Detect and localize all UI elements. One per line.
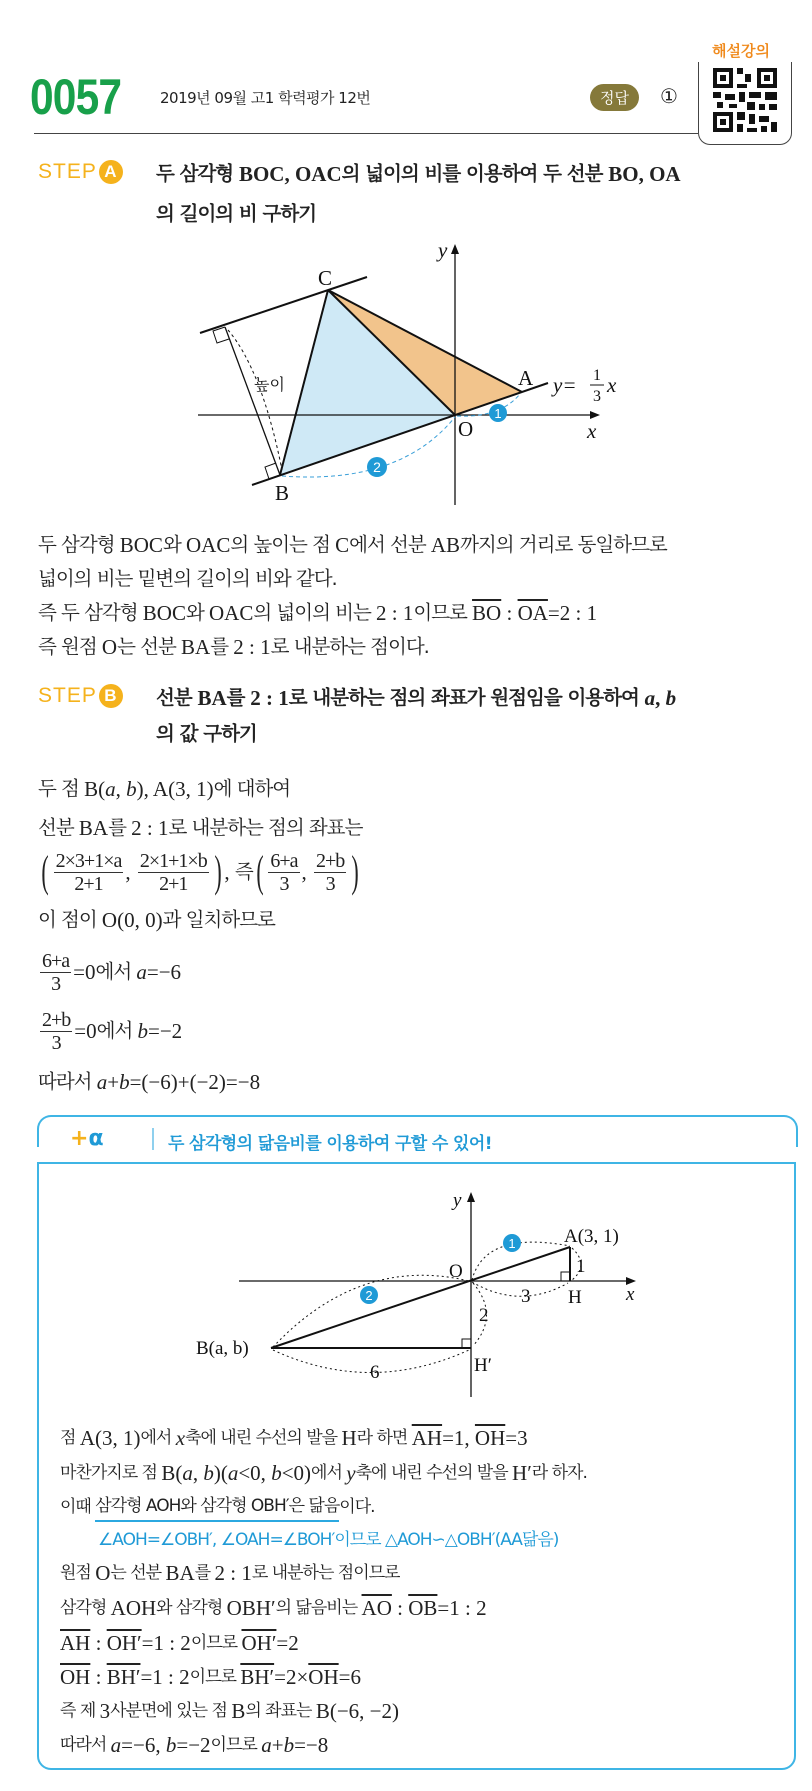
- math-segment: =2×: [274, 1665, 309, 1689]
- text-segment: 의 좌표는: [245, 1701, 316, 1721]
- text-segment: 의 닮음비는: [275, 1597, 362, 1618]
- right-angle-mark: [462, 1339, 471, 1348]
- math-segment: =−8: [294, 1733, 329, 1757]
- length-bh-prime: 6: [370, 1362, 380, 1383]
- step-b-title: [156, 684, 676, 748]
- math-variable: a: [105, 777, 116, 801]
- math-segment: B: [231, 1699, 246, 1723]
- overline-segment: $\overline{OH}$: [474, 1425, 506, 1450]
- math-segment: 2 : 1: [214, 1561, 252, 1585]
- fraction: [40, 1009, 72, 1054]
- underlined-segment: 삼각형 AOH와 삼각형 OBH′은 닮음: [95, 1492, 339, 1522]
- text-segment: 두 삼각형: [38, 533, 120, 556]
- text-line: [38, 768, 362, 810]
- math-segment: BA: [197, 686, 227, 710]
- label-b: B(a, b): [196, 1338, 249, 1359]
- alpha-box-title: 두 삼각형의 닮음비를 이용하여 구할 수 있어!: [168, 1134, 492, 1154]
- math-segment: H′: [512, 1460, 532, 1485]
- overline-segment: $\overline{AH}$: [60, 1630, 91, 1655]
- text-segment: 사분면에 있는 점: [110, 1701, 232, 1721]
- text-segment: 로 내분하는 점의 좌표는: [168, 816, 363, 839]
- text-segment: 와 삼각형: [156, 1597, 227, 1618]
- note-segment: ∠AOH=∠OBH′, ∠OAH=∠BOH′이므로 △AOH∽△OBH′(AA닮음): [98, 1529, 559, 1550]
- text-segment: 이 점이: [38, 908, 102, 931]
- text-segment: 에 대하여: [213, 777, 291, 800]
- math-variable: a: [227, 1460, 239, 1485]
- step-b-title-line: [156, 684, 676, 712]
- label-a: A: [518, 366, 534, 390]
- marker-2-label: 2: [373, 459, 381, 475]
- large-paren: ): [214, 847, 221, 896]
- label-height: 높이: [254, 375, 285, 394]
- text-segment: 이므로: [413, 601, 473, 624]
- math-segment: ,: [224, 860, 235, 884]
- math-segment: ,: [655, 686, 666, 710]
- fraction-numerator: 6+a: [42, 949, 70, 972]
- text-line: [38, 562, 667, 596]
- fraction: [40, 950, 71, 995]
- math-segment: O(0, 0): [101, 908, 163, 932]
- text-line-note: [60, 1523, 587, 1556]
- fraction-denominator: 3: [325, 872, 335, 895]
- math-variable: b: [665, 686, 677, 710]
- qr-label: 해설강의: [712, 42, 770, 60]
- text-segment: 의 길이의 비 구하기: [156, 202, 317, 225]
- overline-segment: $\overline{OH}$: [60, 1665, 91, 1689]
- math-segment: ,: [301, 860, 313, 884]
- math-segment: =6: [338, 1665, 361, 1689]
- text-line: [60, 1590, 587, 1625]
- text-segment: 에서: [96, 1019, 138, 1042]
- marker-1-label: 1: [494, 406, 502, 421]
- label-o: O: [449, 1261, 463, 1282]
- math-segment: =−2: [148, 1019, 183, 1043]
- math-segment: B(: [161, 1460, 183, 1485]
- text-line: [38, 1002, 362, 1060]
- math-segment: =−2: [176, 1733, 211, 1757]
- math-segment: :: [90, 1665, 107, 1689]
- large-paren: ): [351, 847, 359, 896]
- y-axis-arrow-icon: [451, 244, 459, 254]
- text-segment: 로 내분하는 점이다.: [270, 635, 429, 658]
- step-b-title-line: [156, 720, 676, 748]
- overline-segment: $\overline{OA}$: [517, 601, 548, 625]
- fraction-denominator: 2+1: [74, 872, 103, 895]
- right-angle-mark: [561, 1272, 570, 1281]
- text-segment: 의 넓이의 비는: [253, 601, 376, 624]
- text-segment: 두 삼각형: [156, 162, 239, 185]
- math-segment: A(3, 1): [79, 1425, 141, 1450]
- text-line: [38, 1060, 362, 1104]
- overline-segment: $\overline{OB}$: [408, 1595, 438, 1620]
- text-segment: 넓이의 비는 밑변의 길이의 비와 같다.: [38, 567, 337, 590]
- text-line: [60, 1625, 587, 1660]
- overline-segment: $\overline{AH}$: [411, 1425, 443, 1450]
- text-segment: 이므로: [189, 1667, 241, 1687]
- text-segment: 를: [210, 635, 234, 658]
- math-segment: <0,: [238, 1460, 272, 1485]
- text-segment: 에서 선분: [349, 533, 431, 556]
- text-segment: 과 일치하므로: [162, 908, 275, 931]
- math-segment: <0): [281, 1460, 312, 1485]
- step-text: STEP: [38, 160, 97, 183]
- math-segment: ), A(3, 1): [136, 777, 214, 801]
- label-b: B: [275, 481, 290, 505]
- text-segment: 에서: [311, 1462, 347, 1483]
- math-segment: ,: [192, 1460, 204, 1485]
- text-segment: 원점: [60, 1563, 96, 1583]
- text-line: [60, 1490, 587, 1523]
- math-segment: :: [501, 601, 518, 625]
- text-segment: 와: [162, 533, 186, 556]
- math-segment: 3: [99, 1699, 111, 1723]
- math-segment: =3: [505, 1425, 528, 1450]
- fraction-denominator: 3: [279, 872, 289, 895]
- step-b-body: [38, 768, 362, 1104]
- arc-oh: [472, 1282, 568, 1296]
- marker-1-label: 1: [508, 1236, 516, 1251]
- math-segment: :: [391, 1595, 409, 1620]
- text-segment: 라 하자.: [531, 1462, 587, 1483]
- fraction-numerator: 2+b: [42, 1008, 71, 1031]
- math-segment: 2 : 1: [233, 635, 271, 659]
- equation-rhs: x: [607, 373, 617, 397]
- fraction: [138, 850, 209, 895]
- problem-number: 0057: [30, 69, 122, 125]
- math-segment: O: [95, 1561, 111, 1585]
- math-variable: a: [182, 1460, 193, 1485]
- math-segment: =(−6)+(−2)=−8: [129, 1070, 261, 1094]
- text-segment: 에서: [140, 1427, 176, 1448]
- text-line: [60, 1694, 587, 1728]
- math-segment: O: [101, 635, 118, 659]
- fraction-denominator: 2+1: [159, 872, 188, 895]
- label-y: y: [453, 1190, 462, 1211]
- math-variable: b: [126, 777, 137, 801]
- math-segment: OBH′: [226, 1595, 276, 1620]
- label-x: x: [587, 419, 597, 443]
- plus-alpha-icon: [70, 1126, 104, 1151]
- math-segment: OAC: [185, 533, 231, 557]
- math-segment: 2 : 1: [250, 686, 289, 710]
- math-segment: )(: [213, 1460, 228, 1485]
- text-segment: 즉 원점: [38, 635, 102, 658]
- math-segment: :: [90, 1630, 107, 1655]
- math-variable: a: [110, 1733, 122, 1757]
- arc-bo: [273, 1275, 469, 1347]
- x-axis-arrow-icon: [590, 411, 600, 419]
- math-segment: =−6: [146, 960, 182, 984]
- text-segment: 는 선분: [117, 635, 182, 658]
- figure-triangles: [0, 0, 812, 540]
- math-variable: b: [271, 1460, 282, 1485]
- text-line: [38, 846, 362, 898]
- math-segment: 2 : 1: [131, 816, 169, 840]
- text-segment: 축에 내린 수선의 발을: [355, 1462, 513, 1483]
- text-segment: 는 선분: [110, 1563, 166, 1583]
- y-axis-arrow-icon: [467, 1192, 475, 1202]
- right-angle-mark: [213, 327, 229, 343]
- math-segment: BA: [78, 816, 109, 840]
- fraction-denominator: 3: [51, 1031, 61, 1054]
- math-segment: 2 : 1: [375, 601, 414, 625]
- text-line: [60, 1660, 587, 1694]
- math-variable: a: [96, 1070, 108, 1094]
- text-segment: 와: [185, 601, 210, 624]
- math-segment: BO, OA: [608, 162, 681, 186]
- math-segment: =1 : 2: [141, 1630, 191, 1655]
- title-divider: [152, 1128, 154, 1150]
- fraction: [54, 850, 124, 895]
- text-segment: 의 값 구하기: [156, 722, 257, 745]
- text-segment: 로 내분하는 점이므로: [251, 1563, 400, 1583]
- text-segment: 따라서: [60, 1735, 111, 1755]
- label-y: y: [438, 238, 448, 262]
- text-segment: 이때: [60, 1496, 96, 1517]
- overline-segment: OH′: [241, 1630, 277, 1655]
- label-c: C: [318, 266, 333, 290]
- math-variable: y: [346, 1460, 356, 1485]
- text-segment: 에서: [95, 960, 137, 983]
- text-segment: 까지의 거리로 동일하므로: [460, 533, 667, 556]
- problem-source: 2019년 09월 고1 학력평가 12번: [160, 89, 371, 107]
- text-segment: 따라서: [38, 1070, 97, 1093]
- text-line: [60, 1556, 587, 1590]
- math-variable: b: [137, 1019, 148, 1043]
- math-segment: +: [107, 1070, 120, 1094]
- math-segment: C: [335, 533, 350, 557]
- math-variable: b: [283, 1733, 295, 1757]
- text-segment: 를: [226, 686, 251, 709]
- text-segment: 즉 두 삼각형: [38, 601, 143, 624]
- math-segment: BA: [165, 1561, 195, 1585]
- math-variable: b: [119, 1070, 130, 1094]
- text-segment: 마찬가지로 점: [60, 1462, 162, 1483]
- step-letter: B: [99, 684, 123, 708]
- math-segment: BOC, OAC: [238, 162, 342, 186]
- overline-segment: $\overline{AO}$: [361, 1595, 392, 1620]
- step-letter: A: [99, 160, 123, 184]
- text-segment: 선분: [38, 816, 79, 839]
- length-ah: 1: [576, 1256, 586, 1277]
- equation-numerator: 1: [593, 367, 601, 384]
- math-segment: BOC: [119, 533, 163, 557]
- fraction-numerator: 2×3+1×a: [55, 849, 122, 872]
- fraction-denominator: 3: [51, 972, 61, 995]
- math-variable: a: [261, 1733, 272, 1757]
- large-paren: (: [256, 847, 263, 896]
- text-segment: 선분: [156, 686, 198, 709]
- length-oh: 3: [521, 1286, 531, 1307]
- text-segment: 즉: [234, 860, 253, 883]
- math-segment: BA: [181, 635, 211, 659]
- equation-denominator: 3: [593, 388, 601, 405]
- text-segment: 이므로: [210, 1735, 262, 1755]
- math-segment: ,: [125, 860, 136, 884]
- text-line: [38, 898, 362, 942]
- text-line: [60, 1455, 587, 1490]
- math-segment: BOC: [142, 601, 186, 625]
- text-segment: 축에 내린 수선의 발을: [185, 1427, 342, 1448]
- math-segment: =0: [74, 1019, 97, 1043]
- label-h: H: [568, 1287, 582, 1308]
- text-line: [38, 942, 362, 1002]
- height-arc: [228, 330, 282, 470]
- math-variable: b: [203, 1460, 214, 1485]
- math-variable: a: [136, 960, 147, 984]
- label-x: x: [626, 1284, 635, 1305]
- overline-segment: BH′: [106, 1665, 141, 1689]
- label-o: O: [458, 417, 474, 441]
- math-segment: +: [271, 1733, 284, 1757]
- overline-segment: $\overline{BO}$: [472, 601, 502, 625]
- step-b-label: [38, 684, 123, 708]
- alpha-box-body: [60, 1420, 587, 1762]
- math-segment: =1 : 2: [140, 1665, 190, 1689]
- text-segment: 점: [60, 1427, 80, 1448]
- step-text: STEP: [38, 684, 97, 707]
- text-line: [38, 528, 667, 562]
- text-segment: 를: [108, 816, 132, 839]
- overline-segment: OH′: [106, 1630, 142, 1655]
- text-segment: 라 하면: [356, 1427, 412, 1448]
- text-line: [60, 1420, 587, 1455]
- label-h-prime: H′: [474, 1355, 492, 1376]
- answer-value: ①: [660, 84, 678, 108]
- fraction-numerator: 6+a: [270, 849, 298, 872]
- text-segment: 이다.: [339, 1496, 375, 1517]
- fraction-numerator: 2+b: [316, 849, 345, 872]
- math-segment: H: [341, 1425, 357, 1450]
- text-line: [60, 1728, 587, 1762]
- alpha-icon: α: [88, 1126, 104, 1151]
- math-segment: B(: [84, 777, 106, 801]
- figure-similar-triangles: [0, 1160, 812, 1410]
- math-segment: B(−6, −2): [315, 1699, 400, 1723]
- math-variable: b: [165, 1733, 177, 1757]
- text-line: [38, 630, 667, 664]
- math-segment: =2 : 1: [547, 601, 598, 625]
- text-segment: 를: [194, 1563, 215, 1583]
- math-segment: =1,: [442, 1425, 475, 1450]
- text-line: [38, 810, 362, 846]
- plus-icon: +: [70, 1126, 89, 1151]
- text-segment: 이므로: [190, 1632, 242, 1653]
- text-segment: 의 높이는 점: [230, 533, 336, 556]
- overline-segment: BH′: [240, 1665, 275, 1689]
- marker-2-label: 2: [365, 1288, 373, 1303]
- fraction-numerator: 2×1+1×b: [139, 849, 207, 872]
- text-segment: 로 내분하는 점의 좌표가 원점임을 이용하여: [288, 686, 645, 709]
- math-segment: =0: [73, 960, 96, 984]
- label-a: A(3, 1): [564, 1226, 619, 1247]
- text-segment: 두 점: [38, 777, 85, 800]
- fraction: [314, 850, 346, 895]
- fraction: [268, 850, 299, 895]
- math-segment: AB: [430, 533, 461, 557]
- answer-badge: 정답: [590, 84, 639, 111]
- math-segment: =−6,: [121, 1733, 166, 1757]
- step-a-body: [38, 528, 667, 664]
- height-line: [225, 327, 280, 475]
- equation-lhs: y=: [553, 373, 577, 397]
- text-segment: 의 넓이의 비를 이용하여 두 선분: [341, 162, 609, 185]
- math-segment: OAC: [209, 601, 254, 625]
- math-segment: AOH: [110, 1595, 157, 1620]
- text-line: [38, 596, 667, 630]
- text-segment: 삼각형: [60, 1597, 111, 1618]
- text-segment: 즉 제: [60, 1701, 100, 1721]
- math-variable: a: [644, 686, 656, 710]
- math-segment: =1 : 2: [437, 1595, 487, 1620]
- length-oh-prime: 2: [479, 1305, 489, 1326]
- large-paren: (: [41, 847, 49, 896]
- math-segment: =2: [276, 1630, 299, 1655]
- math-segment: ,: [115, 777, 127, 801]
- overline-segment: $\overline{OH}$: [308, 1665, 339, 1689]
- math-variable: x: [175, 1425, 186, 1450]
